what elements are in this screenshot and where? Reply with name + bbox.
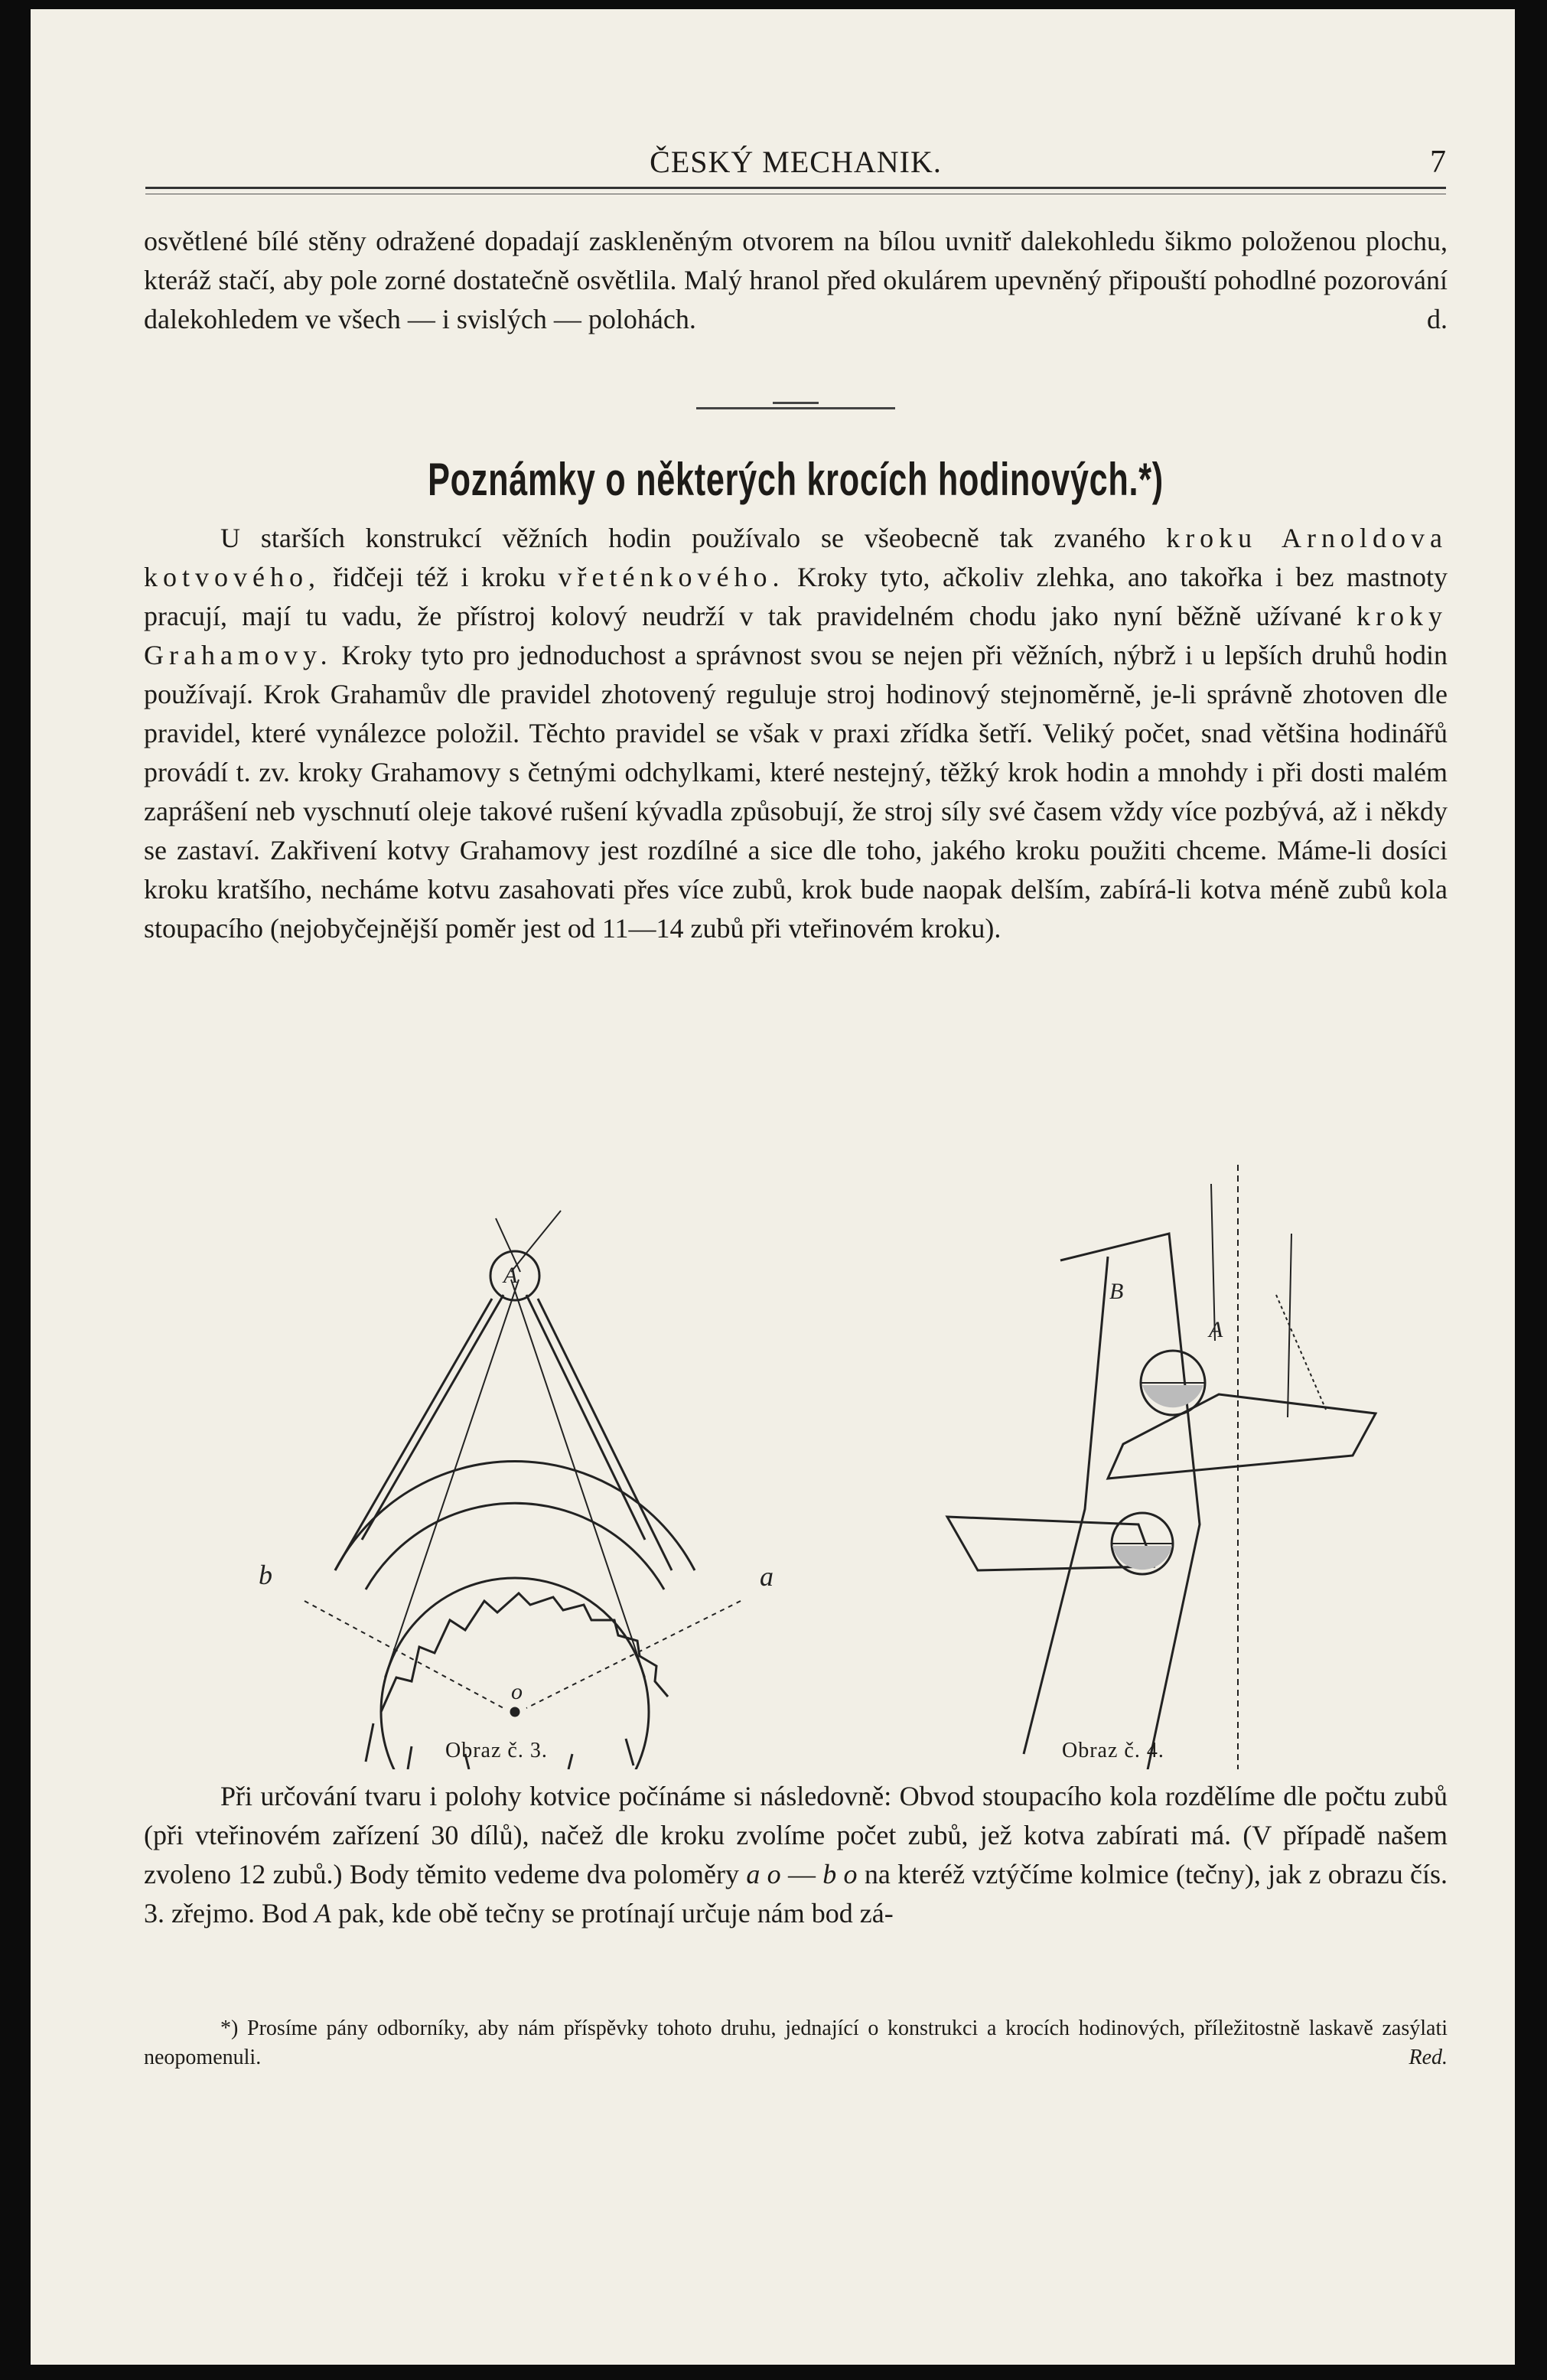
footnote-signature: Red. xyxy=(1409,2046,1448,2069)
running-title: ČESKÝ MECHANIK. xyxy=(650,145,942,179)
figure-4-caption: Obraz č. 4. xyxy=(1062,1739,1164,1762)
fig3-label-b: b xyxy=(259,1560,272,1590)
term-kroky-grahamovy: kroky Grahamovy. xyxy=(144,601,1448,670)
page-number: 7 xyxy=(1430,145,1446,180)
section-divider xyxy=(696,407,895,409)
paragraph-2-sentence-4: Kroky tyto pro jednoduchost a správnost svou se nejen při věžních, nýbrž i u lepších druhů hodin používají. Krok Grahamův dle pravidel zhotovený reguluje stroj hodinový stejnoměrně, je-li správně zhotoven dle pravidel, které vynálezce položil. Těchto pravidel se však v praxi zřídka šetří. Veliký počet, snad většina hodinářů provádí t. zv. kroky Grahamovy s četnými odchylkami, které nestejný, těžký krok hodin a mnohdy i při dosti malém zaprášení neb vyschnutí oleje takové rušení kývadla způsobují, že stroj síly své časem vždy více pozbývá, až i někdy se zastaví. Zakřivení kotvy Grahamovy jest rozdílné a sice dle toho, jakého kroku použiti chceme. Máme-li dosíci kroku kratšího, necháme kotvu zasahovati přes více zubů, krok bude naopak delším, zabírá-li kotva méně zubů kola stoupacího (nejobyčejnější poměr jest od 11—14 zubů při vteřinovém kroku). xyxy=(144,640,1448,944)
page-header xyxy=(145,138,1446,184)
paragraph-3-sentence-3: pak, kde obě tečny se protínají určuje nám bod zá- xyxy=(337,1898,894,1928)
paragraph-2-sentence-1: U starších konstrukcí věžních hodin používalo se všeobecně tak zvaného xyxy=(220,523,1146,553)
section-title: Poznámky o některých krocích hodinových.*) xyxy=(428,454,1164,505)
figure-3-drawing xyxy=(305,1211,741,1769)
fig4-label-B: B xyxy=(1109,1279,1124,1304)
paragraph-3-sentence-2: na kteréž vztýčíme kolmice (tečny), jak z obrazu čís. 3. zřejmo. Bod xyxy=(144,1859,1448,1928)
point-A: A xyxy=(314,1898,331,1928)
radius-b-o: b o xyxy=(822,1859,858,1889)
paragraph-2-sentence-3: Kroky tyto, ačkoliv zlehka, ano takořka i bez mastnoty pracují, mají tu vadu, že přístroj kolový neudrží v tak pravidelném chodu jako nyní běžně užívané xyxy=(144,562,1448,631)
figure-3-caption: Obraz č. 3. xyxy=(445,1739,548,1762)
paragraph-1 xyxy=(144,222,1448,339)
paragraph-1-text: osvětlené bílé stěny odražené dopadají zaskleněným otvorem na bílou uvnitř dalekohledu šikmo položenou plochu, kteráž stačí, aby pole zorné dostatečně osvětlila. Malý hranol před okulárem upevněný připouští pohodlné pozorování dalekohledem ve všech — i svislých — polohách. xyxy=(144,226,1448,334)
header-rule xyxy=(145,187,1446,194)
figures-svg xyxy=(144,1142,1448,1769)
paragraph-2-sentence-2: řidčeji též i kroku xyxy=(333,562,546,592)
fig3-label-A: A xyxy=(503,1263,518,1288)
figures-area xyxy=(144,1142,1448,1769)
term-krok-arnoldova: kroku Arnoldova kotvového, xyxy=(144,523,1448,592)
paragraph-3 xyxy=(144,1777,1448,1933)
radius-a-o: a o xyxy=(746,1859,781,1889)
footnote xyxy=(144,2014,1448,2072)
document-page xyxy=(31,9,1515,2365)
term-vretenkoveho: vřeténkového. xyxy=(558,562,785,592)
radius-dash: — xyxy=(787,1859,816,1889)
footnote-text: *) Prosíme pány odborníky, aby nám příspěvky tohoto druhu, jednající o konstrukci a krocích hodinových, příležitostně laskavě zasýlati neopomenuli. xyxy=(144,2016,1448,2069)
fig4-label-A: A xyxy=(1209,1317,1223,1342)
paragraph-3-sentence-1: Při určování tvaru i polohy kotvice počínáme si následovně: Obvod stoupacího kola rozdělíme dle počtu zubů (při vteřinovém zařízení 30 dílů), načež dle kroku zvolíme počet zubů, jež kotva zabírati má. (V případě našem zvoleno 12 zubů.) Body těmito vedeme dva poloměry xyxy=(144,1781,1448,1889)
fig3-label-o: o xyxy=(511,1679,523,1704)
paragraph-2 xyxy=(144,519,1448,948)
fig3-label-a: a xyxy=(760,1561,774,1592)
figure-4-drawing xyxy=(947,1165,1376,1769)
paragraph-1-signature: d. xyxy=(1427,304,1448,334)
